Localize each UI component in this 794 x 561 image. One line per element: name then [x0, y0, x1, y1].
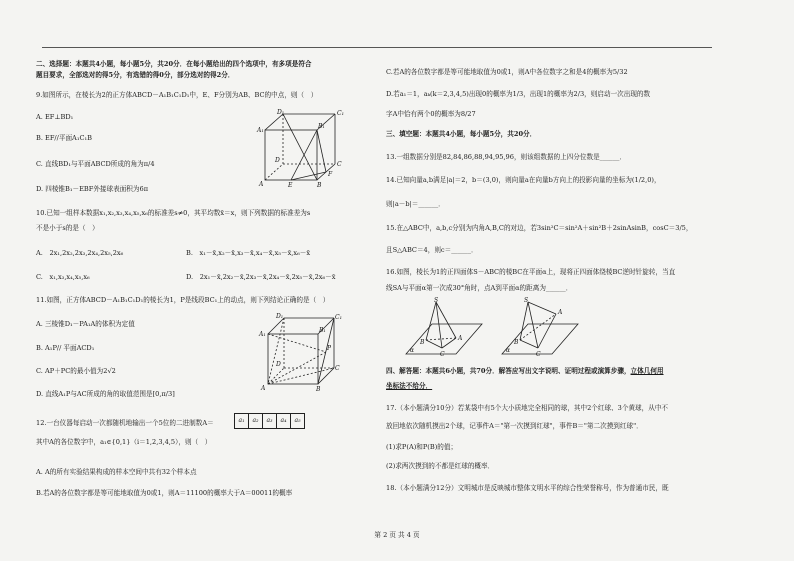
digit-a5: a₅ — [290, 414, 304, 428]
label-E: E — [288, 182, 293, 188]
section4-underlined: 立体几何用 — [630, 367, 664, 375]
label-B: B — [317, 182, 322, 188]
q10-stem: 10.已知一组样本数据x₁,x₂,x₃,x₄,x₅,x₆的标准差s≠0，其平均数x̄＝x，则下列数据的标准差为s — [36, 209, 311, 217]
label-D1: D₁ — [277, 109, 285, 116]
header-rule — [42, 47, 712, 48]
q17-part1: (1)求P(A)和P(B)的值； — [386, 443, 458, 451]
q11-stem: 11.如图，正方体ABCD－A₁B₁C₁D₁的棱长为1，P是线段BC₁上的动点，则下列结论正确的是（ ） — [36, 296, 330, 304]
q9-option-d: D. 四棱锥B₁－EBF外接球表面积为6π — [36, 185, 149, 193]
q17: 17.（本小题满分10分）若某袋中有5个大小质地完全相同的球，其中2个红球、3个黄球，从中不 — [386, 404, 669, 412]
label-D: D — [276, 361, 281, 368]
q17-part2: (2)求两次摸到的不都是红球的概率． — [386, 462, 495, 470]
section4-title-text: 四、解答题：本题共6小题，共70分．解答应写出文字说明、证明过程或演算步骤， — [386, 367, 631, 375]
q11-option-b: B. A₁P// 平面ACD₁ — [36, 344, 95, 352]
page-footer: 第 2 页 共 4 页 — [374, 531, 420, 539]
q16-2: 线SA与平面α第一次成30°角时，点A到平面α的距离为______． — [386, 284, 573, 292]
q12-option-d: D.若a₁＝1，aₖ(k＝2,3,4,5)出现0的概率为1/3，出现1的概率为2/3，则启动一次出现的数 — [386, 90, 651, 98]
q12-option-c: C.若A的各位数字都是等可能地取值为0或1，则A中各位数字之和是4的概率为5/32 — [386, 68, 628, 76]
binary-digit-box — [234, 413, 305, 429]
q10-option-d: D. 2x₁－x̄,2x₂－x̄,2x₃－x̄,2x₄－x̄,2x₅－x̄,2x₆－x̄ — [186, 273, 336, 281]
label-B2: B — [514, 339, 519, 346]
q12-option-a: A. A的所有实验结果构成的样本空间中共有32个样本点 — [36, 468, 197, 476]
label-C: C — [337, 161, 342, 168]
section2-title: 二、选择题：本题共4小题，每小题5分，共20分．在每小题给出的四个选项中，有多项是符合 — [36, 60, 312, 68]
label-A1: A₁ — [259, 331, 266, 338]
q9-option-a: A. EF⊥BD₁ — [36, 113, 74, 121]
q16: 16.如图，棱长为1的正四面体S－ABC的棱BC在平面α上，现将正四面体绕棱BC逆时针旋转，当直 — [386, 268, 676, 276]
label-D1: D₁ — [276, 313, 284, 320]
q17-2: 放回地依次随机摸出2个球，记事件A＝"第一次摸到红球"，事件B＝"第二次摸到红球"． — [386, 422, 643, 430]
section4-title-2: 坐标法不给分． — [386, 382, 433, 390]
label-C: C — [440, 351, 445, 358]
q10-option-c: C. x₁,x₃,x₄,x₅,x₆ — [36, 273, 90, 281]
q12-option-d-2: 字A中恰有两个0的概率为8/27 — [386, 110, 476, 118]
section2-title-2: 题目要求，全部选对的得5分，有选错的得0分，部分选对的得2分． — [36, 71, 235, 79]
q11-option-a: A. 三棱锥D₁－PA₁A的体积为定值 — [36, 320, 135, 328]
q9-option-c: C. 直线BD₁与平面ABCD所成的角为π/4 — [36, 160, 155, 168]
q11-option-d: D. 直线A₁P与AC所成的角的取值范围是[0,π/3] — [36, 390, 175, 398]
section3-title: 三、填空题：本题共4小题，每小题5分，共20分． — [386, 130, 537, 138]
label-B: B — [316, 386, 321, 392]
label-alpha2: α — [506, 347, 511, 354]
digit-a4: a₄ — [276, 414, 290, 428]
label-S: S — [434, 297, 439, 304]
q15: 15.在△ABC中，a,b,c分别为内角A,B,C的对边，若3sin²C＝sin²A＋sin²B＋2sinAsinB，cosC＝3/5， — [386, 224, 693, 232]
q11-option-c: C. AP＋PC的最小值为2√2 — [36, 367, 116, 375]
label-S2: S — [524, 297, 529, 304]
q15-2: 且S△ABC＝4，则c＝______． — [386, 246, 478, 254]
cube-figure-q11 — [258, 312, 342, 392]
tetrahedron-figure-q16 — [396, 296, 586, 358]
q9-stem: 9.如图所示，在棱长为2的正方体ABCD－A₁B₁C₁D₁中，E、F分别为AB、BC的中点，则（ ） — [36, 91, 318, 99]
label-C: C — [335, 365, 340, 372]
label-B1: B₁ — [318, 123, 325, 130]
label-B: B — [420, 339, 425, 346]
q14-2: 则|a－b|＝______． — [386, 200, 445, 208]
label-P: P — [327, 345, 332, 352]
label-C1: C₁ — [335, 314, 342, 321]
label-A: A — [259, 181, 264, 188]
digit-a3: a₃ — [262, 414, 276, 428]
q18: 18.（本小题满分12分）文明城市是反映城市整体文明水平的综合性荣誉称号，作为普通市民，既 — [386, 484, 669, 492]
q12-option-b: B.若A的各位数字都是等可能地取值为0或1，则A＝11100的概率大于A＝00011的概率 — [36, 489, 293, 497]
section4-title — [386, 367, 664, 376]
label-D: D — [275, 157, 280, 164]
digit-a2: a₂ — [248, 414, 262, 428]
q14: 14.已知向量a,b满足|a|＝2，b＝(3,0)，则向量a在向量b方向上的投影向量的坐标为(1/2,0)， — [386, 176, 661, 184]
q9-option-b: B. EF//平面A₁C₁B — [36, 134, 92, 142]
cube-figure-q9 — [255, 108, 345, 188]
label-F: F — [328, 171, 333, 178]
q12-line-2: 其中A的各位数字中，a₁∈{0,1}（i＝1,2,3,4,5），则（ ） — [36, 438, 212, 446]
q10-option-a: A. 2x₁,2x₂,2x₃,2x₄,2x₅,2x₆ — [36, 249, 124, 257]
q12-stem: 12.一台仪器每启动一次都随机地输出一个5位的二进制数A＝ — [36, 419, 214, 427]
label-A1: A₁ — [257, 127, 264, 134]
q13: 13.一组数据分别是82,84,86,88,94,95,96，则该组数据的上四分位数是______． — [386, 153, 627, 161]
label-A: A — [261, 385, 266, 392]
q10-option-b: B. x₁－x̄,x₂－x̄,x₃－x̄,x₄－x̄,x₅－x̄,x₆－x̄ — [186, 249, 311, 257]
label-A: A — [458, 335, 463, 342]
label-B1: B₁ — [319, 327, 326, 334]
label-C2: C — [536, 351, 541, 358]
label-alpha: α — [410, 347, 415, 354]
digit-a1: a₁ — [238, 417, 245, 424]
label-A2: A — [558, 309, 563, 316]
label-C1: C₁ — [337, 110, 344, 117]
q10-stem-2: 不是小于s的是（ ） — [36, 224, 99, 232]
